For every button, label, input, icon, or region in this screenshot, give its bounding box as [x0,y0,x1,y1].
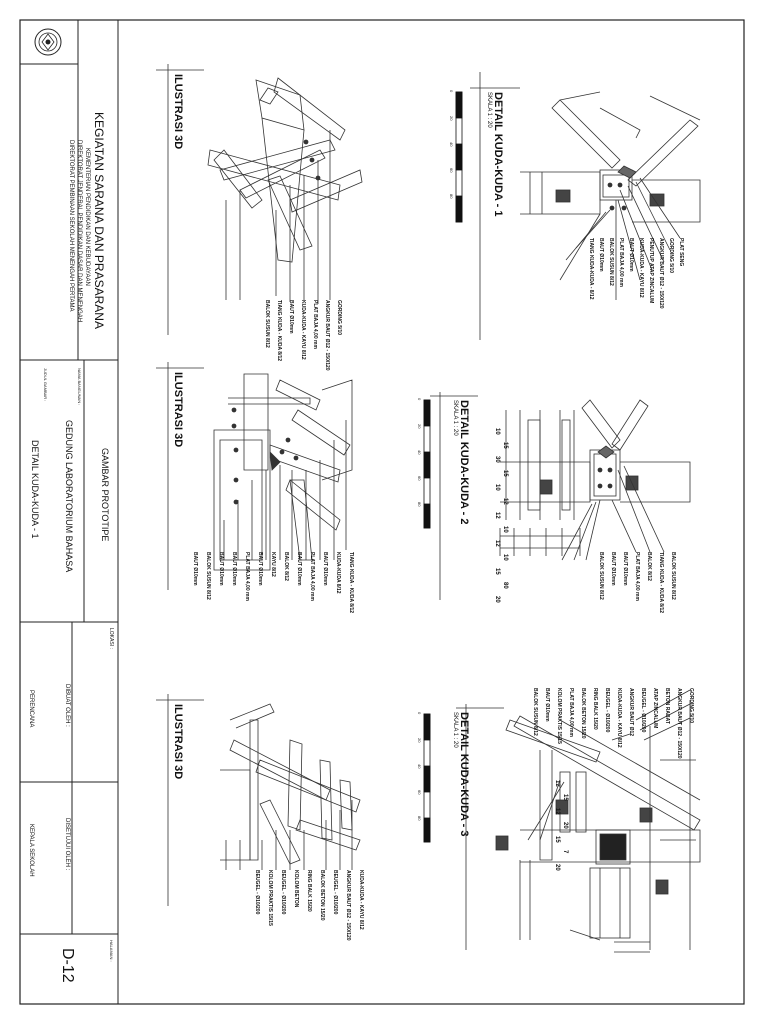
panel-3-label-4: PLAT BAJA 4,00 mm [309,552,315,601]
panel-4-label-2: TIANG KUDA - KUDA 8/12 [658,552,664,614]
drawing-title-label: JUDUL GAMBAR : [43,368,48,402]
building-label: NAMA BANGUNAN : [77,368,82,406]
scale-3-tick-20: 20 [417,738,422,743]
panel-2-label-3: ANGKUR BAUT Ø12 - 150/120 [658,238,664,309]
panel-4-dimension-6: 12 [502,498,508,505]
panel-5-label-6: KOLOM BETON [293,870,299,908]
panel-2-label-7: PLAT BAJA 4,00 mm [618,238,624,287]
scale-2-tick-80: 80 [417,502,422,507]
panel-6-label-1: GORDING 5/10 [688,688,694,724]
panel-5-heading: ILUSTRASI 3D [172,704,184,780]
panel-1-label-5: BAUT Ø10mm [288,300,294,334]
panel-2-label-6: BAUT Ø10mm [628,238,634,272]
panel-5-label-2: ANGKUR BAUT Ø12 - 150/120 [345,870,351,941]
panel-6-label-11: PLAT BAJA 4,00 mm [568,688,574,737]
panel-4-scale: SKALA 1 : 20 [452,400,458,436]
panel-1-heading: ILUSTRASI 3D [172,74,184,150]
scale-bar-2 [424,400,430,528]
panel-3-label-1: TIANG KUDA - KUDA 8/12 [348,552,354,614]
panel-2-heading: DETAIL KUDA-KUDA - 1 [492,92,504,217]
panel-3-label-12: BALOK SUSUN 8/12 [205,552,211,600]
panel-5-label-8: KOLOM PRAKTIS 15/15 [267,870,273,926]
scale-2-tick-60: 60 [417,476,422,481]
scale-1-tick-0: 0 [449,90,454,93]
panel-4-dimension-12: 80 [502,582,508,589]
panel-6-dimension-5: 15 [554,836,560,843]
panel-6-label-14: BALOK SUSUN 8/12 [532,688,538,736]
panel-6-label-7: KUDA-KUDA - KAYU 8/12 [616,688,622,748]
made-by-label: DIBUAT OLEH : [64,684,70,727]
panel-3-label-10: BAUT Ø10mm [231,552,237,586]
panel-3-label-9: PLAT BAJA 4,00 mm [244,552,250,601]
directorate-general: DIREKTORAT JENDERAL PENDIDIKAN DASAR DAN MENENGAH [76,140,82,323]
panel-5-label-3: BEUGEL - Ø10/200 [332,870,338,915]
page-label: HALAMAN : [109,940,114,962]
drawing-title: DETAIL KUDA-KUDA - 1 [30,440,40,539]
panel-3-label-8: BAUT Ø10mm [257,552,263,586]
panel-6-label-9: RING BALK 15/20 [592,688,598,730]
panel-6-label-10: BALOK BETON 15/20 [580,688,586,739]
panel-2-label-4: PENUTUP ATAP ZINCALUM [648,238,654,304]
panel-6-label-3: BETON RABAT [664,688,670,724]
panel-4-dimension-1: 10 [494,428,500,435]
panel-5-label-1: KUDA-KUDA - KAYU 8/12 [358,870,364,930]
panel-2-label-5: KUDA-KUDA - KAYU 8/12 [638,238,644,298]
scale-bar-3 [424,714,430,842]
panel-4-label-4: PLAT BAJA 4,00 mm [634,552,640,601]
page-number: D-12 [59,948,76,983]
panel-5-label-9: BEUGEL - Ø10/200 [254,870,260,915]
panel-4-label-1: BALOK SUSUN 8/12 [670,552,676,600]
panel-6-label-12: KOLOM PRAKTIS 15/15 [556,688,562,744]
scale-bar-1 [456,92,462,222]
scale-2-tick-40: 40 [417,450,422,455]
panel-4-dimension-9: 12 [494,540,500,547]
panel-3-label-13: BAUT Ø10mm [192,552,198,586]
panel-6-label-2: ANGKUR BAUT Ø12 - 150/120 [676,688,682,759]
panel-5-label-5: RING BALK 15/20 [306,870,312,912]
panel-6-heading: DETAIL KUDA-KUDA - 3 [458,712,470,837]
panel-2-label-9: BAUT Ø10mm [598,238,604,272]
planner-label: PERENCANA [28,690,34,728]
panel-2-scale: SKALA 1 : 20 [486,92,492,128]
scale-3-tick-0: 0 [417,712,422,715]
panel-3-label-6: BALOK 8/12 [283,552,289,581]
panel-6-dimension-6: 7 [562,850,568,854]
panel-6-label-8: BEUGEL - Ø10/200 [604,688,610,733]
panel-4-label-5: BAUT Ø10mm [622,552,628,586]
panel-1-label-7: BALOK SUSUN 8/12 [264,300,270,348]
panel-3-label-5: BAUT Ø10mm [296,552,302,586]
panel-2-label-2: GORDING 5/10 [668,238,674,274]
panel-4-heading: DETAIL KUDA-KUDA - 2 [458,400,470,525]
panel-6-dimension-7: 20 [554,864,560,871]
panel-4-dimension-4: 15 [502,470,508,477]
panel-3-label-2: KUDA-KUDA 8/12 [335,552,341,594]
panel-6-label-5: BEUGEL - Ø10/200 [640,688,646,733]
panel-1-label-6: TIANG KUDA - KUDA 8/12 [276,300,282,362]
panel-1-label-4: KUDA-KUDA - KAYU 8/12 [300,300,306,360]
scale-1-tick-20: 20 [449,116,454,121]
panel-2-label-1: PLAT SENG [678,238,684,267]
panel-6-dimension-1: 12 [554,780,560,787]
drawing-type: GAMBAR PROTOTIPE [100,448,110,542]
panel-4-dimension-10: 10 [502,554,508,561]
panel-3-label-11: BAUT Ø10mm [218,552,224,586]
approved-by-label: DISETUJUI OLEH : [64,818,70,871]
panel-6-dimension-2: 15 [562,794,568,801]
panel-4-label-3: BALOK 8/12 [646,552,652,581]
panel-5-label-7: BEUGEL - Ø10/200 [280,870,286,915]
panel-1-label-2: ANGKUR BAUT Ø12 - 150/120 [324,300,330,371]
panel-4-dimension-11: 15 [494,568,500,575]
location-label: LOKASI : [108,628,114,649]
scale-2-tick-0: 0 [417,398,422,401]
panel-6-label-4: ATAP ZINCALUM [652,688,658,729]
panel-6-label-13: BAUT Ø10mm [544,688,550,722]
panel-3-label-3: BAUT Ø10mm [322,552,328,586]
panel-6-label-6: ANGKUR BAUT Ø12 [628,688,634,737]
panel-1-label-1: GORDING 5/10 [336,300,342,336]
panel-2-label-8: BALOK SUSUN 8/12 [608,238,614,286]
scale-1-tick-60: 60 [449,168,454,173]
scale-3-tick-80: 80 [417,816,422,821]
scale-1-tick-40: 40 [449,142,454,147]
building-name: GEDUNG LABORATORIUM BAHASA [64,420,74,573]
panel-3-heading: ILUSTRASI 3D [172,372,184,448]
panel-4-dimension-13: 20 [494,596,500,603]
ministry-name: KEMENTERIAN PENDIDIKAN DAN KEBUDAYAAN [84,148,90,286]
panel-2-label-10: TIANG KUDA-KUDA - 8/12 [588,238,594,300]
panel-3-label-7: KAYU 8/12 [270,552,276,577]
scale-3-tick-40: 40 [417,764,422,769]
panel-4-dimension-8: 10 [502,526,508,533]
panel-6-dimension-3: 12 [554,808,560,815]
panel-5-label-4: BALOK BETON 15/20 [319,870,325,921]
panel-4-dimension-2: 15 [502,442,508,449]
scale-1-tick-80: 80 [449,194,454,199]
panel-6-scale: SKALA 1 : 20 [452,712,458,748]
panel-4-dimension-7: 12 [494,512,500,519]
scale-2-tick-20: 20 [417,424,422,429]
scale-3-tick-60: 60 [417,790,422,795]
panel-4-label-6: BAUT Ø10mm [610,552,616,586]
principal-label: KEPALA SEKOLAH [28,824,34,877]
panel-6-dimension-4: 20 [562,822,568,829]
ministry-logo [35,29,61,55]
panel-4-dimension-5: 10 [494,484,500,491]
panel-4-dimension-3: 30 [494,456,500,463]
panel-4-label-7: BALOK SUSUN 8/12 [598,552,604,600]
directorate-name: DIREKTORAT PEMBINAAN SEKOLAH MENENGAH PERTAMA [68,140,74,312]
panel-1-label-3: PLAT BAJA 4,00 mm [312,300,318,349]
activity-title: KEGIATAN SARANA DAN PRASARANA [92,112,106,329]
